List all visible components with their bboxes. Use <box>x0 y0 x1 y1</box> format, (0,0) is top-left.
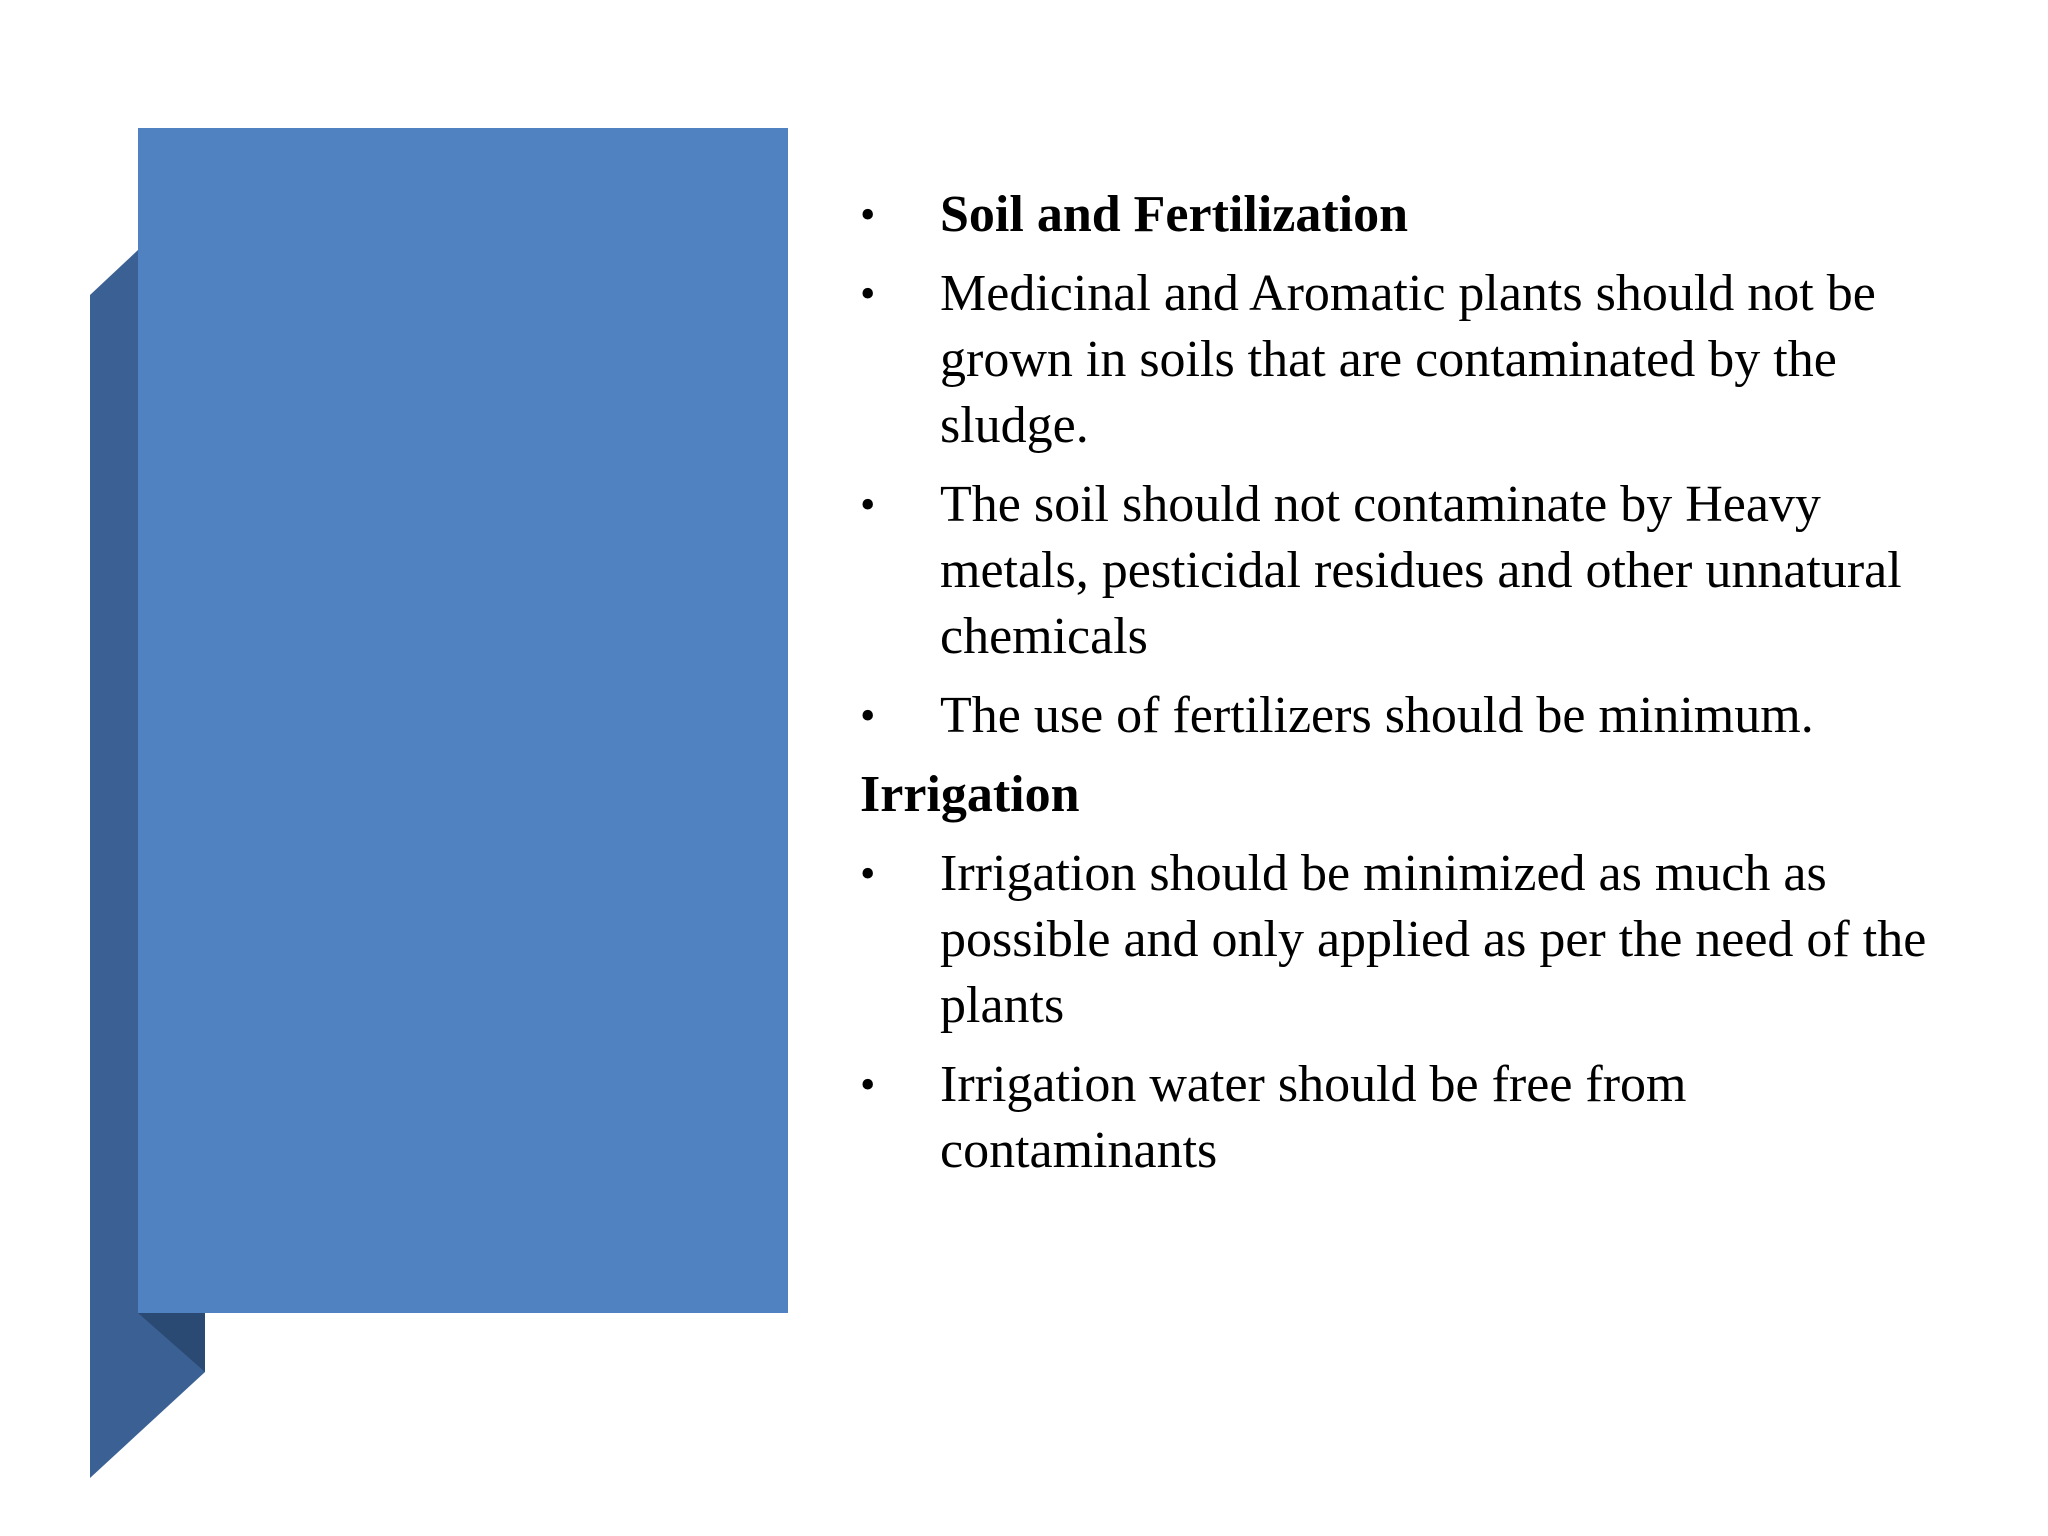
list-item-text: Irrigation water should be free from contaminants <box>940 1056 1687 1179</box>
list-item-text: Medicinal and Aromatic plants should not be grown in soils that are contaminated by the sludge. <box>940 265 1876 454</box>
bullet-icon: • <box>860 269 876 318</box>
bullet-icon: • <box>860 1060 876 1109</box>
list-item <box>860 472 1970 670</box>
list-item <box>860 1052 1970 1184</box>
slide-content <box>860 182 1970 1197</box>
bullet-icon: • <box>860 691 876 740</box>
list-item <box>860 683 1970 749</box>
bullet-icon: • <box>860 849 876 898</box>
list-item-text: Irrigation should be minimized as much as possible and only applied as per the need of the plants <box>940 845 1927 1034</box>
list-item-text: Soil and Fertilization <box>940 186 1408 243</box>
list-item-soil-heading <box>860 182 1970 248</box>
section-heading-irrigation: Irrigation <box>860 766 1080 823</box>
list-item-text: The soil should not contaminate by Heavy metals, pesticidal residues and other unnatural chemicals <box>940 476 1902 665</box>
list-item-text: The use of fertilizers should be minimum. <box>940 687 1814 744</box>
bullet-icon: • <box>860 480 876 529</box>
list-item <box>860 841 1970 1039</box>
list-item <box>860 261 1970 459</box>
bullet-icon: • <box>860 190 876 239</box>
ribbon-main-panel <box>138 128 788 1313</box>
